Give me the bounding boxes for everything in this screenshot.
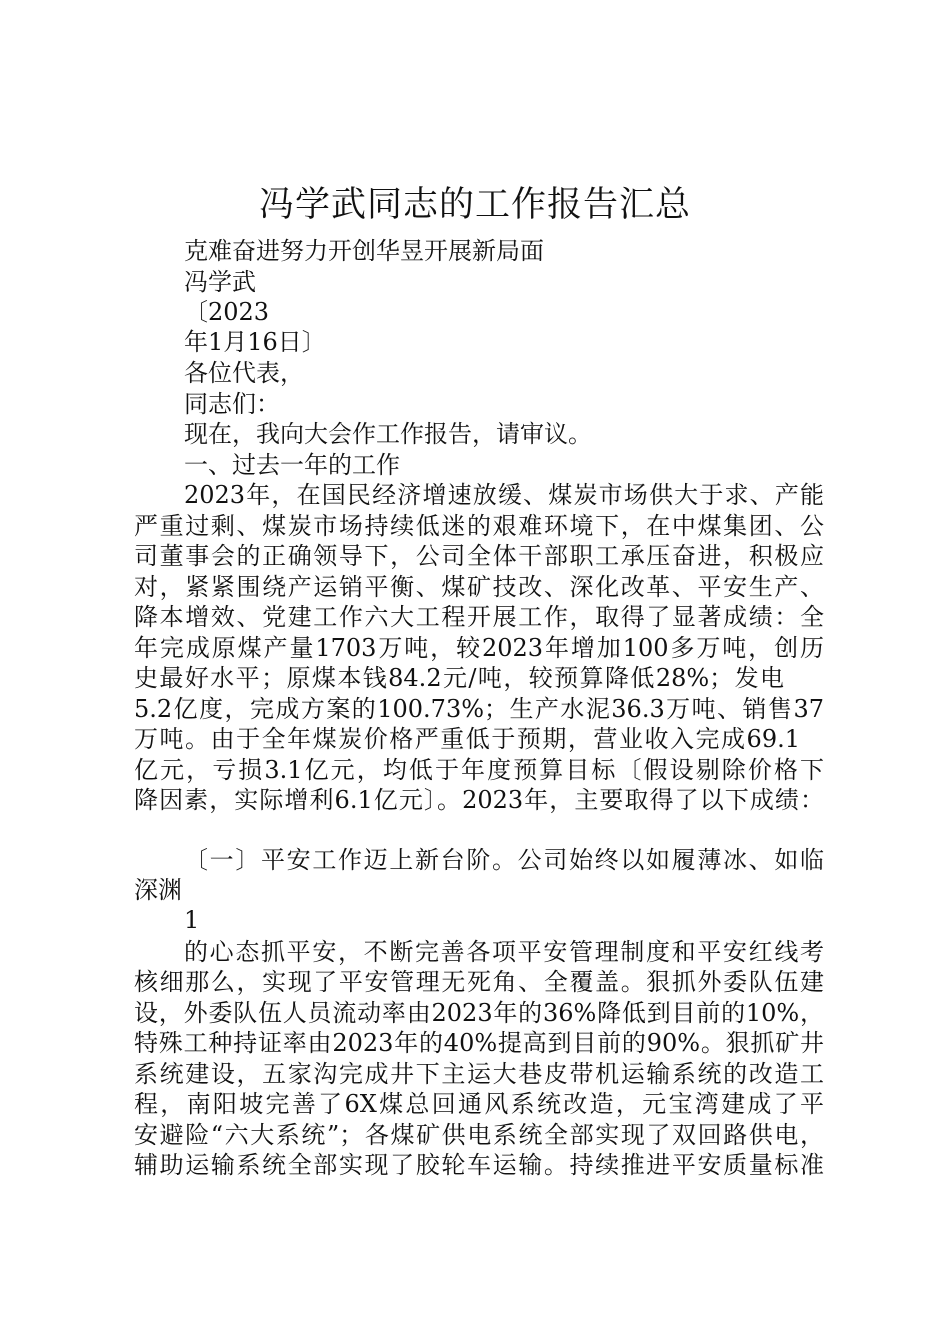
paragraph-line: 程，南阳坡完善了6X煤总回通风系统改造，元宝湾建成了平 xyxy=(134,1090,824,1118)
date-line-1: 〔2023 xyxy=(184,298,270,326)
date-line-2: 年1月16日〕 xyxy=(184,328,326,356)
paragraph-line: 特殊工种持证率由2023年的40%提高到目前的90%。狠抓矿井 xyxy=(134,1029,824,1057)
paragraph-line: 辅助运输系统全部实现了胶轮车运输。持续推进平安质量标准 xyxy=(134,1151,824,1179)
paragraph-line: 设，外委队伍人员流动率由2023年的36%降低到目前的10%， xyxy=(134,999,824,1027)
paragraph-line: 核细那么，实现了平安管理无死角、全覆盖。狠抓外委队伍建 xyxy=(134,968,824,996)
paragraph-line: 对，紧紧围绕产运销平衡、煤矿技改、深化改革、平安生产、 xyxy=(134,573,824,601)
paragraph-line: 〔一〕平安工作迈上新台阶。公司始终以如履薄冰、如临 xyxy=(184,846,824,874)
section-heading: 一、过去一年的工作 xyxy=(184,451,400,479)
paragraph-line: 年完成原煤产量1703万吨，较2023年增加100多万吨，创历 xyxy=(134,634,824,662)
paragraph-line: 严重过剩、煤炭市场持续低迷的艰难环境下，在中煤集团、公 xyxy=(134,512,824,540)
paragraph-line: 5.2亿度，完成方案的100.73%；生产水泥36.3万吨、销售37 xyxy=(134,695,824,723)
paragraph-line: 安避险“六大系统”；各煤矿供电系统全部实现了双回路供电， xyxy=(134,1121,824,1149)
paragraph-line: 2023年，在国民经济增速放缓、煤炭市场供大于求、产能 xyxy=(184,481,824,509)
paragraph-line: 的心态抓平安，不断完善各项平安管理制度和平安红线考 xyxy=(184,938,824,966)
subtitle: 克难奋进努力开创华昱开展新局面 xyxy=(184,237,544,265)
author: 冯学武 xyxy=(184,268,256,296)
page-number: 1 xyxy=(184,906,200,934)
paragraph-line: 司董事会的正确领导下，公司全体干部职工承压奋进，积极应 xyxy=(134,542,824,570)
document-title: 冯学武同志的工作报告汇总 xyxy=(258,185,691,225)
paragraph-line: 降因素，实际增利6.1亿元〕。2023年，主要取得了以下成绩： xyxy=(134,786,824,814)
paragraph-line: 系统建设，五家沟完成井下主运大巷皮带机运输系统的改造工 xyxy=(134,1060,824,1088)
paragraph-line: 史最好水平；原煤本钱84.2元/吨，较预算降低28%；发电 xyxy=(134,664,784,692)
paragraph-line: 万吨。由于全年煤炭价格严重低于预期，营业收入完成69.1 xyxy=(134,725,800,753)
greeting-2: 同志们： xyxy=(184,390,280,418)
paragraph-line: 深渊 xyxy=(134,876,182,904)
intro-text: 现在，我向大会作工作报告，请审议。 xyxy=(184,420,592,448)
greeting-1: 各位代表， xyxy=(184,359,304,387)
paragraph-line: 亿元，亏损3.1亿元，均低于年度预算目标〔假设剔除价格下 xyxy=(134,756,824,784)
paragraph-line: 降本增效、党建工作六大工程开展工作，取得了显著成绩：全 xyxy=(134,603,824,631)
